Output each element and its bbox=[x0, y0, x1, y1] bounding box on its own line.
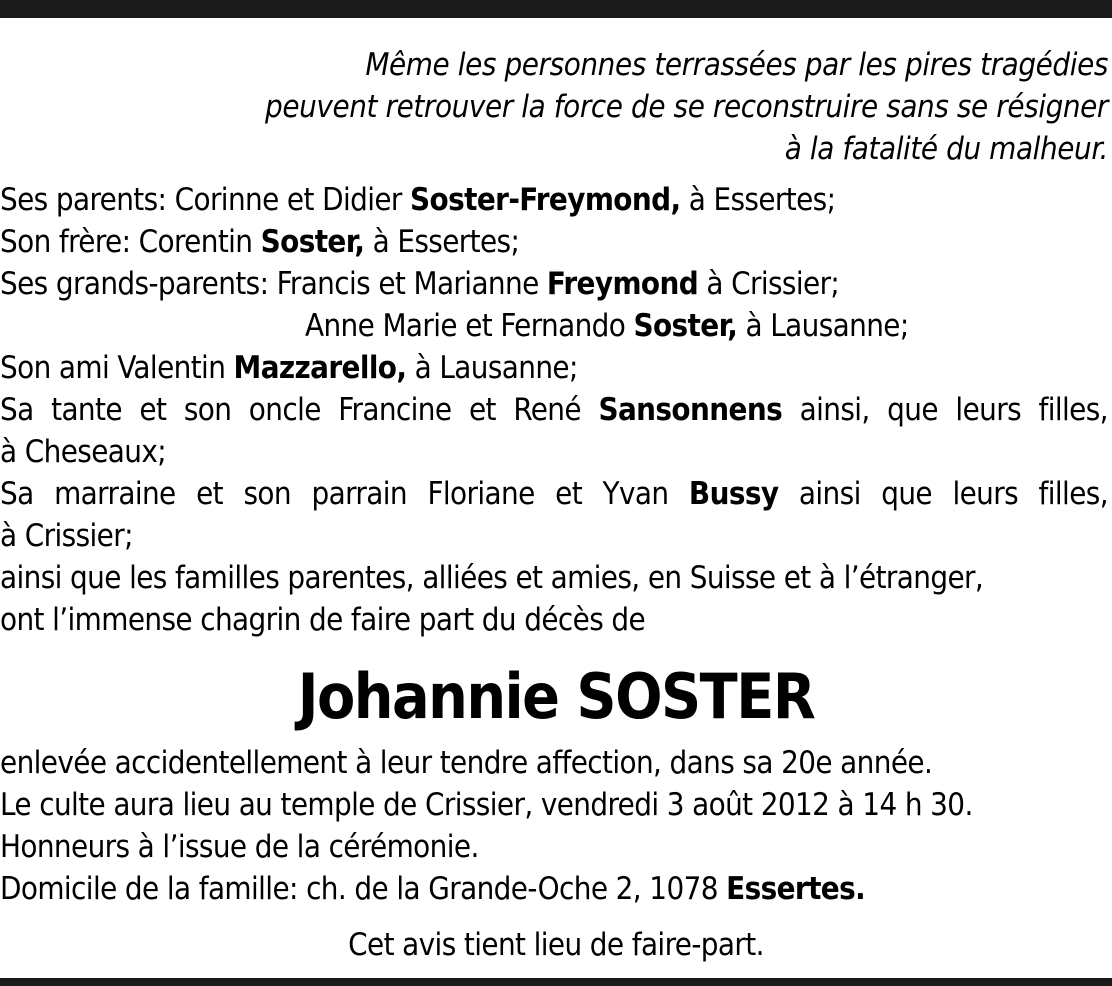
word: Francine bbox=[338, 392, 452, 428]
family-grandparents-1 bbox=[0, 263, 1112, 305]
family-friend-suffix: à Lausanne; bbox=[406, 350, 578, 386]
family-friend-prefix: Son ami Valentin bbox=[0, 350, 234, 386]
word: ainsi bbox=[798, 476, 861, 512]
family-grandparents-2-suffix: à Lausanne; bbox=[737, 308, 909, 344]
word: et bbox=[196, 476, 224, 512]
word: et bbox=[468, 392, 496, 428]
family-friend bbox=[0, 347, 1112, 389]
details-domicile bbox=[0, 868, 1112, 910]
quote-line-3: à la fatalité du malheur. bbox=[784, 131, 1108, 167]
family-parents-prefix: Ses parents: Corinne et Didier bbox=[0, 182, 411, 218]
family-godparents-place: à Crissier; bbox=[0, 518, 133, 554]
details-line-2: Le culte aura lieu au temple de Crissier, vendredi 3 août 2012 à 14 h 30. bbox=[0, 787, 973, 823]
word: parrain bbox=[311, 476, 407, 512]
family-godparents-name: Bussy bbox=[688, 476, 779, 512]
family-brother-suffix: à Essertes; bbox=[364, 224, 520, 260]
word: René bbox=[513, 392, 581, 428]
family-grandparents-1-name: Freymond bbox=[546, 266, 699, 302]
family-others-line-2: ont l’immense chagrin de faire part du décès de bbox=[0, 602, 646, 638]
family-grandparents-1-suffix: à Crissier; bbox=[698, 266, 840, 302]
family-brother bbox=[0, 221, 1112, 263]
word: Sa bbox=[0, 476, 34, 512]
word: marraine bbox=[54, 476, 176, 512]
word: et bbox=[555, 476, 583, 512]
quote-line-2: peuvent retrouver la force de se reconstruire sans se résigner bbox=[265, 89, 1108, 125]
family-grandparents-2 bbox=[0, 305, 1112, 347]
word: et bbox=[139, 392, 167, 428]
domicile-address: Domicile de la famille: ch. de la Grande-Oche 2, 1078 bbox=[0, 871, 727, 907]
word: filles, bbox=[1038, 476, 1108, 512]
word: Sa bbox=[0, 392, 34, 428]
footer-note: Cet avis tient lieu de faire-part. bbox=[348, 927, 764, 963]
domicile-place: Essertes. bbox=[726, 871, 866, 907]
family-aunt-uncle-place: à Cheseaux; bbox=[0, 434, 167, 470]
word: leurs bbox=[955, 392, 1022, 428]
epigraph-quote bbox=[108, 44, 1108, 170]
word: oncle bbox=[248, 392, 321, 428]
quote-line-1: Même les personnes terrassées par les pires tragédies bbox=[365, 47, 1108, 83]
family-grandparents-2-name: Soster, bbox=[633, 308, 738, 344]
family-friend-name: Mazzarello, bbox=[233, 350, 407, 386]
family-others-line-1: ainsi que les familles parentes, alliées et amies, en Suisse et à l’étranger, bbox=[0, 560, 984, 596]
details-line-3: Honneurs à l’issue de la cérémonie. bbox=[0, 829, 479, 865]
family-grandparents-2-prefix: Anne Marie et Fernando bbox=[305, 308, 634, 344]
family-brother-name: Soster, bbox=[260, 224, 365, 260]
family-aunt-uncle-name: Sansonnens bbox=[598, 392, 783, 428]
family-parents-name: Soster-Freymond, bbox=[410, 182, 681, 218]
word: filles, bbox=[1038, 392, 1108, 428]
family-godparents bbox=[0, 473, 1108, 515]
word: ainsi, bbox=[799, 392, 870, 428]
deceased-name: Johannie SOSTER bbox=[297, 660, 815, 733]
family-grandparents-1-prefix: Ses grands-parents: Francis et Marianne bbox=[0, 266, 547, 302]
ceremony-details bbox=[0, 742, 1112, 910]
word: leurs bbox=[952, 476, 1019, 512]
details-line-1: enlevée accidentellement à leur tendre affection, dans sa 20e année. bbox=[0, 745, 933, 781]
family-parents-suffix: à Essertes; bbox=[680, 182, 836, 218]
word: son bbox=[243, 476, 291, 512]
bottom-rule bbox=[0, 978, 1112, 986]
family-aunt-uncle bbox=[0, 389, 1108, 431]
word: son bbox=[183, 392, 232, 428]
word: que bbox=[881, 476, 932, 512]
word: que bbox=[887, 392, 938, 428]
word: Floriane bbox=[427, 476, 535, 512]
word: tante bbox=[51, 392, 122, 428]
top-rule bbox=[0, 0, 1112, 18]
family-list bbox=[0, 179, 1112, 641]
family-brother-prefix: Son frère: Corentin bbox=[0, 224, 261, 260]
family-parents bbox=[0, 179, 1112, 221]
word: Yvan bbox=[602, 476, 669, 512]
